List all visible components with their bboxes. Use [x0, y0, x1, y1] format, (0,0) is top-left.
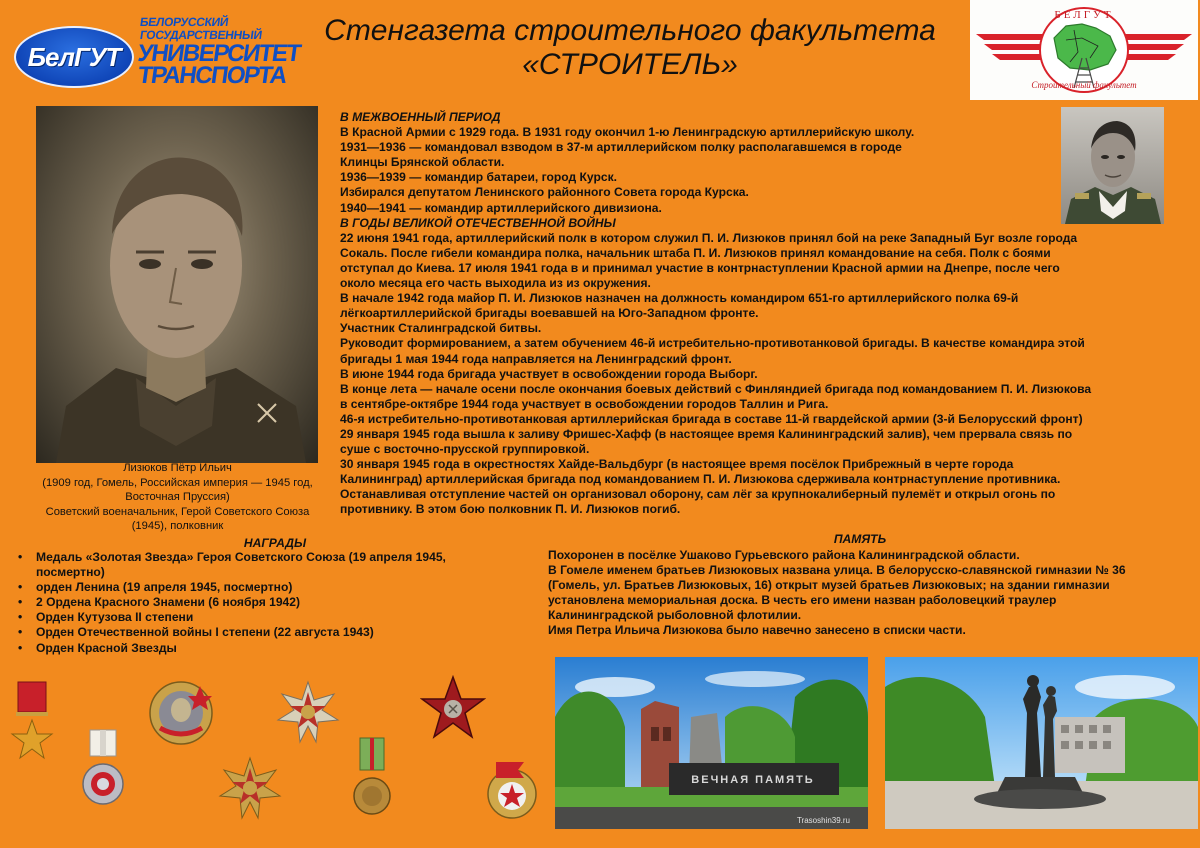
page-title	[300, 14, 960, 82]
faculty-emblem	[970, 0, 1198, 100]
bio-line: Останавливая отступление частей он организовал оборону, сам лёг за крупнокалиберный пулемёт и открыл огонь по	[340, 487, 1056, 502]
title-line-1: Стенгазета строительного факультета	[324, 14, 936, 47]
university-logo	[6, 10, 302, 98]
portrait-photo	[36, 106, 318, 463]
order-of-red-banner-icon	[484, 756, 540, 822]
logo-line-4: ТРАНСПОРТА	[136, 62, 288, 89]
award-item: • орден Ленина (19 апреля 1945, посмертно)	[14, 580, 534, 595]
award-item: • Орден Отечественной войны I степени (22 августа 1943)	[14, 625, 534, 640]
caption-line: Восточная Пруссия)	[125, 491, 230, 503]
belgut-emblem	[14, 26, 134, 88]
order-of-patriotic-war-icon	[276, 680, 340, 744]
gold-star-medal-icon	[10, 680, 54, 764]
bio-line: Клинцы Брянской области.	[340, 155, 505, 170]
bio-line: около месяца его часть выходила из из окружения.	[340, 276, 651, 291]
memory-heading: ПАМЯТЬ	[833, 532, 887, 546]
bio-line: В начале 1942 года майор П. И. Лизюков назначен на должность командиром 651-го артиллерийского полка 69-й	[340, 291, 1019, 306]
logo-line-2: ГОСУДАРСТВЕННЫЙ	[139, 28, 263, 42]
bio-line: В конце лета — начале осени после окончания боевых действий с Финляндией бригада под командованием П. И. Лизюкова	[340, 381, 1092, 396]
emblem-top-text: БЕЛГУТ	[1054, 9, 1114, 21]
memory-text	[548, 548, 1188, 639]
emblem-bottom-text: Строительный факультет	[1031, 80, 1137, 90]
bio-line: Руководит формированием, а затем обучением 46-й истребительно-противотанковой бригады. В качестве командира этой	[340, 336, 1085, 351]
section-heading-interwar: В МЕЖВОЕННЫЙ ПЕРИОД	[340, 110, 501, 124]
memory-line: В Гомеле именем братьев Лизюковых названа улица. В белорусско-славянской гимназии № 36	[548, 563, 1126, 578]
bio-line: 1936—1939 — командир батареи, город Курск.	[340, 170, 618, 185]
caption-line: (1909 год, Гомель, Российская империя — 1945 год,	[42, 476, 313, 489]
bio-line: отступал до Киева. 17 июля 1941 года в и принимал участие в контрнаступлении Красной армии на Днепре, после чего	[340, 260, 1060, 275]
bio-line: Калининград) артиллерийская бригада под командованием П. И. Лизюкова сдерживала контрнаступление противника.	[340, 472, 1061, 487]
memory-line: (Гомель, ул. Братьев Лизюковых, 16) открыт музей братьев Лизюковых; на здании гимназии	[548, 578, 1110, 593]
bio-line: бригады 1 мая 1944 года направляется на Ленинградский фронт.	[340, 351, 732, 366]
faculty-emblem-graphic	[970, 0, 1198, 100]
awards-list	[14, 550, 534, 656]
section-heading-war: В ГОДЫ ВЕЛИКОЙ ОТЕЧЕСТВЕННОЙ ВОЙНЫ	[340, 215, 616, 230]
logo-line-3: УНИВЕРСИТЕТ	[136, 40, 302, 67]
portrait-caption	[10, 461, 345, 534]
award-text: Медаль «Золотая Звезда» Героя Советского Союза (19 апреля 1945,	[36, 550, 446, 564]
awards-heading: НАГРАДЫ	[243, 536, 307, 550]
award-item: • Орден Красной Звезды	[14, 641, 534, 656]
order-of-kutuzov-icon	[80, 728, 126, 810]
memory-line: установлена мемориальная доска. В честь его имени назван раболовецкий траулер	[548, 593, 1057, 608]
memory-line: Имя Петра Ильича Лизюкова было навечно занесено в списки части.	[548, 623, 966, 638]
title-line-2: «СТРОИТЕЛЬ»	[522, 48, 738, 81]
belgut-abbr: БелГУТ	[27, 41, 121, 72]
bio-line: В июне 1944 года бригада участвует в освобождении города Выборг.	[340, 366, 758, 381]
biography-text	[340, 110, 1170, 518]
order-of-red-star-icon	[420, 675, 486, 741]
award-item: • Орден Кутузова II степени	[14, 610, 534, 625]
order-of-lenin-icon	[148, 680, 214, 746]
memory-line: Калининградской рыболовной флотилии.	[548, 608, 802, 623]
bio-line: суше с восточно-прусской группировкой.	[340, 442, 590, 457]
memorial-inscription: ВЕЧНАЯ ПАМЯТЬ	[691, 774, 815, 786]
bio-line: 1940—1941 — командир артиллерийского дивизиона.	[340, 200, 662, 215]
caption-name: Лизюков Пётр Ильич	[123, 462, 232, 474]
stalingrad-medal-icon	[352, 736, 392, 820]
order-of-patriotic-war-icon	[218, 756, 282, 820]
photo-watermark: Trasoshin39.ru	[796, 816, 850, 825]
bio-line: 30 января 1945 года в окрестностях Хайде-Вальдбург (в настоящее время посёлок Прибрежный в черте города	[340, 457, 1014, 472]
bio-line: Сокаль. После гибели командира полка, начальник штаба П. И. Лизюков принял командование на себя. Полк с боями	[340, 245, 1051, 260]
bio-line: В Красной Армии с 1929 года. В 1931 году окончил 1-ю Ленинградскую артиллерийскую школу.	[340, 125, 915, 140]
bio-line: 1931—1936 — командовал взводом в 37-м артиллерийском полку располагавшемся в городе	[340, 140, 902, 155]
caption-line: (1945), полковник	[131, 520, 224, 532]
memory-line: Похоронен в посёлке Ушаково Гурьевского района Калининградской области.	[548, 548, 1020, 562]
bio-line: 22 июня 1941 года, артиллерийский полк в котором служил П. И. Лизюков принял бой на реке Западный Буг возле города	[340, 230, 1078, 245]
bio-line: 46-я истребительно-противотанковая артиллерийская бригада в составе 11-й гвардейской армии (3-й Белорусский фронт)	[340, 411, 1083, 426]
bio-line: лёгкоартиллерийской бригады воевавшей на Юго-Западном фронте.	[340, 306, 759, 321]
bio-line: противнику. В этом бою полковник П. И. Лизюков погиб.	[340, 502, 681, 517]
logo-line-1: БЕЛОРУССКИЙ	[139, 15, 230, 29]
caption-line: Советский военачальник, Герой Советского Союза	[45, 505, 310, 518]
bio-line: Избирался депутатом Ленинского районного Совета города Курска.	[340, 185, 749, 200]
bio-line: 29 января 1945 года вышла к заливу Фришес-Хафф (в настоящее время Калининградский залив), чем прервала связь по	[340, 426, 1073, 441]
award-item	[14, 550, 534, 580]
monument-photo	[885, 657, 1198, 829]
award-text-cont: посмертно)	[36, 565, 105, 580]
bio-line: в сентябре-октябре 1944 года участвует в освобождении городов Таллин и Рига.	[340, 396, 829, 411]
memorial-photo	[555, 657, 868, 829]
award-item: • 2 Ордена Красного Знамени (6 ноября 1942)	[14, 595, 534, 610]
bio-line: Участник Сталинградской битвы.	[340, 321, 542, 336]
